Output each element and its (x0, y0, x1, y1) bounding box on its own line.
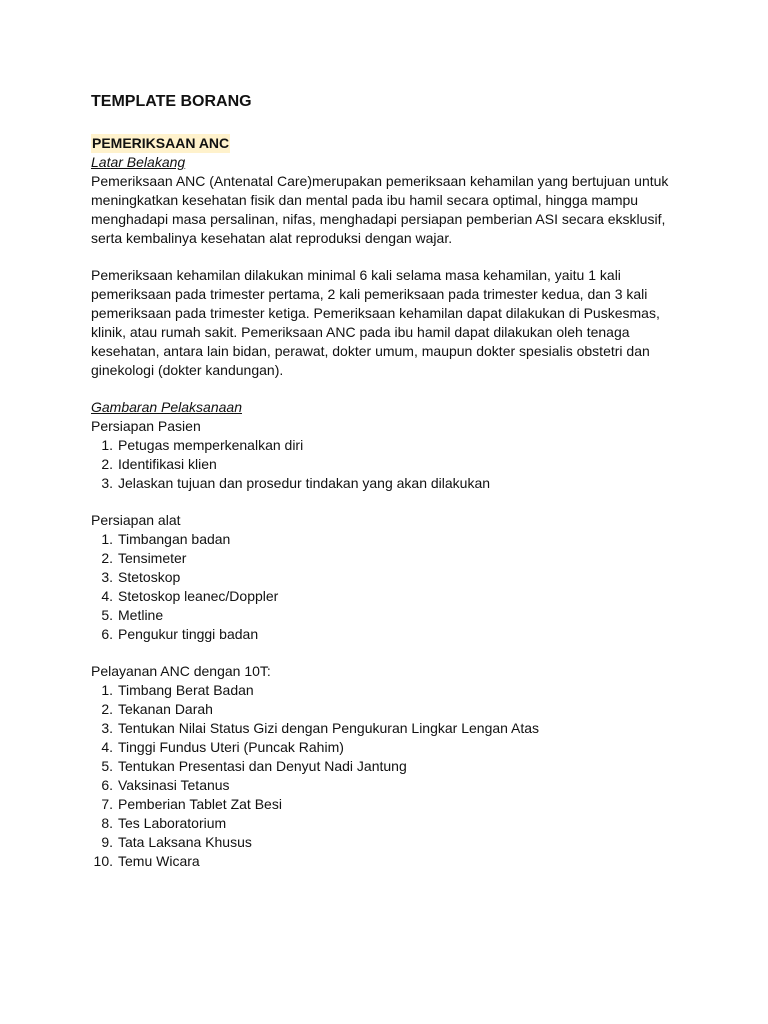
list-item (91, 852, 691, 871)
list-item-number: 3. (101, 720, 113, 736)
anc-service-label: Pelayanan ANC dengan 10T: (91, 663, 271, 679)
list-item-number: 2. (101, 550, 113, 566)
implementation-heading: Gambaran Pelaksanaan (91, 399, 242, 415)
list-item-number: 4. (101, 588, 113, 604)
list-item-number: 6. (101, 626, 113, 642)
paragraph-line: pemeriksaan pada trimester ketiga. Pemeriksaan kehamilan dapat dilakukan di Puskesmas, (91, 305, 660, 321)
list-item (91, 530, 691, 549)
list-item-number: 3. (101, 569, 113, 585)
paragraph-line: Pemeriksaan kehamilan dilakukan minimal 6 kali selama masa kehamilan, yaitu 1 kali (91, 267, 621, 283)
list-item-number: 9. (101, 834, 113, 850)
section-heading-wrap (91, 134, 691, 153)
list-item (91, 814, 691, 833)
list-item-number: 8. (101, 815, 113, 831)
list-item (91, 700, 691, 719)
list-item (91, 474, 691, 493)
list-item (91, 455, 691, 474)
list-item-text: Tensimeter (118, 550, 187, 566)
background-paragraph-2 (91, 266, 691, 380)
list-item-number: 1. (101, 682, 113, 698)
list-item-text: Tentukan Presentasi dan Denyut Nadi Jantung (118, 758, 407, 774)
list-item-text: Tentukan Nilai Status Gizi dengan Pengukuran Lingkar Lengan Atas (118, 720, 540, 736)
list-item-text: Stetoskop leanec/Doppler (118, 588, 279, 604)
list-item-text: Tes Laboratorium (118, 815, 227, 831)
list-item (91, 549, 691, 568)
list-item-number: 7. (101, 796, 113, 812)
list-item-number: 5. (101, 607, 113, 623)
list-item-text: Tinggi Fundus Uteri (Puncak Rahim) (118, 739, 344, 755)
list-item-number: 2. (101, 701, 113, 717)
patient-prep-list (91, 436, 691, 493)
list-item-text: Vaksinasi Tetanus (118, 777, 230, 793)
list-item-text: Temu Wicara (118, 853, 200, 869)
list-item-text: Pengukur tinggi badan (118, 626, 259, 642)
list-item-number: 4. (101, 739, 113, 755)
list-item-number: 2. (101, 456, 113, 472)
list-item (91, 833, 691, 852)
paragraph-line: kesehatan, antara lain bidan, perawat, dokter umum, maupun dokter spesialis obstetri dan (91, 343, 650, 359)
tool-prep-list (91, 530, 691, 644)
list-item-text: Jelaskan tujuan dan prosedur tindakan yang akan dilakukan (118, 475, 491, 491)
list-item (91, 587, 691, 606)
list-item-number: 6. (101, 777, 113, 793)
spacer (91, 493, 691, 511)
list-item-text: Timbangan badan (118, 531, 231, 547)
document-content (91, 92, 691, 871)
list-item-number: 3. (101, 475, 113, 491)
list-item-text: Petugas memperkenalkan diri (118, 437, 304, 453)
list-item-text: Timbang Berat Badan (118, 682, 254, 698)
list-item (91, 568, 691, 587)
paragraph-line: serta kembalinya kesehatan alat reproduksi dengan wajar. (91, 230, 453, 246)
patient-prep-label: Persiapan Pasien (91, 418, 201, 434)
list-item (91, 738, 691, 757)
list-item-text: Tekanan Darah (118, 701, 213, 717)
list-item-number: 1. (101, 437, 113, 453)
background-heading: Latar Belakang (91, 154, 186, 170)
list-item-number: 5. (101, 758, 113, 774)
spacer (91, 644, 691, 662)
paragraph-line: pemeriksaan pada trimester pertama, 2 kali pemeriksaan pada trimester kedua, dan 3 kali (91, 286, 648, 302)
list-item-text: Stetoskop (118, 569, 181, 585)
paragraph-line: ginekologi (dokter kandungan). (91, 362, 284, 378)
list-item (91, 681, 691, 700)
paragraph-line: menghadapi masa persalinan, nifas, menghadapi persiapan pemberian ASI secara eksklusif, (91, 211, 666, 227)
list-item (91, 719, 691, 738)
list-item (91, 625, 691, 644)
paragraph-line: meningkatkan kesehatan fisik dan mental pada ibu hamil secara optimal, hingga mampu (91, 192, 639, 208)
spacer (91, 380, 691, 398)
list-item (91, 795, 691, 814)
list-item-text: Tata Laksana Khusus (118, 834, 252, 850)
list-item (91, 436, 691, 455)
spacer (91, 248, 691, 266)
list-item-number: 10. (93, 853, 113, 869)
anc-service-list (91, 681, 691, 871)
document-title: TEMPLATE BORANG (91, 93, 252, 110)
tool-prep-label: Persiapan alat (91, 512, 181, 528)
list-item-text: Pemberian Tablet Zat Besi (118, 796, 282, 812)
list-item-number: 1. (101, 531, 113, 547)
list-item-text: Identifikasi klien (118, 456, 217, 472)
paragraph-line: klinik, atau rumah sakit. Pemeriksaan ANC pada ibu hamil dapat dilakukan oleh tenaga (91, 324, 630, 340)
list-item (91, 757, 691, 776)
list-item (91, 606, 691, 625)
list-item (91, 776, 691, 795)
section-heading: PEMERIKSAAN ANC (92, 135, 230, 151)
background-paragraph-1 (91, 172, 691, 248)
list-item-text: Metline (118, 607, 164, 623)
paragraph-line: Pemeriksaan ANC (Antenatal Care)merupakan pemeriksaan kehamilan yang bertujuan untuk (91, 173, 669, 189)
